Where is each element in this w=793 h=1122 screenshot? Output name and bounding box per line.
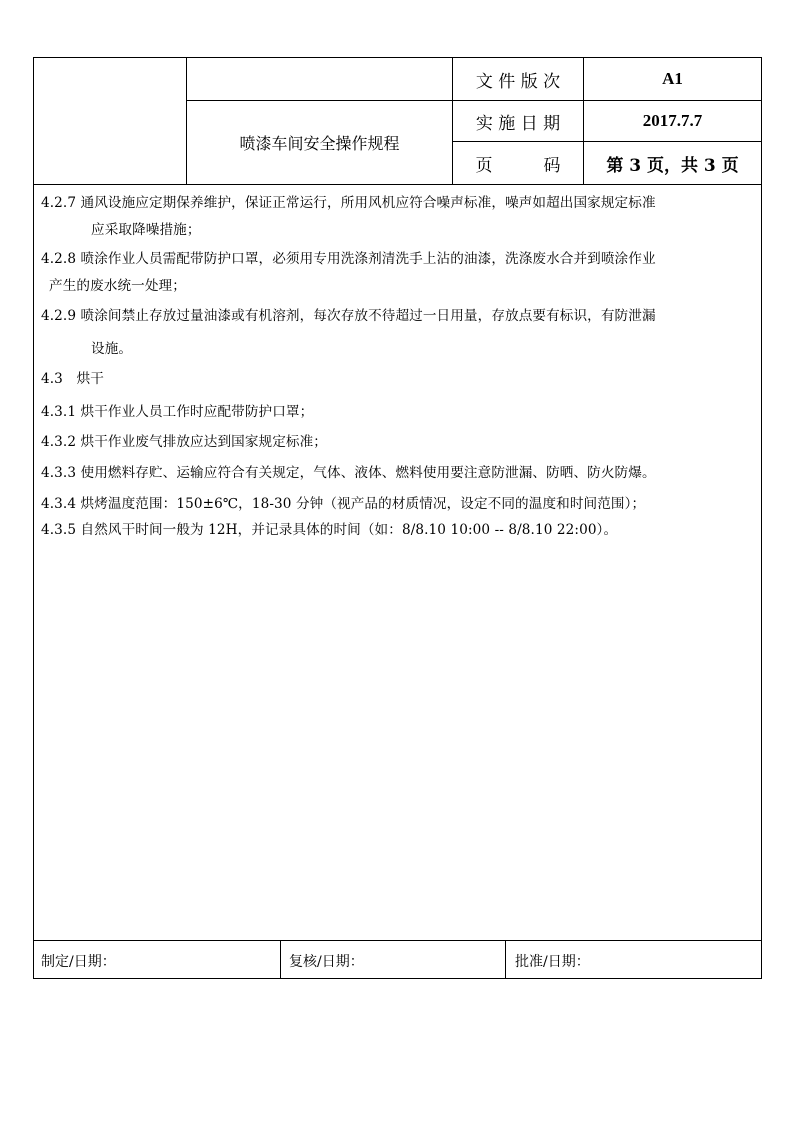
clause-4-2-7: 4.2.7 通风设施应定期保养维护，保证正常运行，所用风机应符合噪声标准，噪声如超出国家规定标准 bbox=[41, 195, 656, 211]
clause-4-3-2: 4.3.2 烘干作业废气排放应达到国家规定标准； bbox=[41, 434, 327, 450]
approved-by-date: 批准/日期： bbox=[515, 954, 590, 970]
clause-4-3-4: 4.3.4 烘烤温度范围：150±6℃，18-30 分钟（视产品的材质情况，设定不同的温度和时间范围）； bbox=[41, 496, 646, 512]
clause-4-2-7-cont: 应采取降噪措施； bbox=[91, 222, 201, 238]
document-title: 喷漆车间安全操作规程 bbox=[239, 134, 400, 153]
clause-4-3-1: 4.3.1 烘干作业人员工作时应配带防护口罩； bbox=[41, 404, 314, 420]
page-label: 页 码 bbox=[475, 155, 561, 176]
clause-4-2-9: 4.2.9 喷涂间禁止存放过量油漆或有机溶剂，每次存放不待超过一日用量，存放点要有标识，有防泄漏 bbox=[41, 308, 656, 324]
made-by-date: 制定/日期： bbox=[41, 954, 116, 970]
version-value: A1 bbox=[662, 69, 683, 88]
clause-4-2-9-cont: 设施。 bbox=[91, 341, 133, 357]
version-label: 文 件 版 次 bbox=[475, 71, 561, 92]
clause-4-3-5: 4.3.5 自然风干时间一般为 12H，并记录具体的时间（如：8/8.10 10:00 -- 8/8.10 22:00）。 bbox=[41, 522, 618, 538]
section-4-3: 4.3 烘干 bbox=[41, 371, 104, 387]
date-value: 2017.7.7 bbox=[642, 111, 703, 130]
clause-4-2-8-cont: 产生的废水统一处理； bbox=[49, 278, 186, 294]
page-value: 第 3 页，共 3 页 bbox=[606, 155, 739, 176]
blank-cell bbox=[186, 57, 453, 101]
clause-4-2-8: 4.2.8 喷涂作业人员需配带防护口罩，必须用专用洗涤剂清洗手上沾的油漆，洗涤废水合并到喷涂作业 bbox=[41, 251, 656, 267]
logo-cell bbox=[33, 57, 187, 185]
clause-4-3-3: 4.3.3 使用燃料存贮、运输应符合有关规定，气体、液体、燃料使用要注意防泄漏、防晒、防火防爆。 bbox=[41, 465, 656, 481]
reviewed-by-date: 复核/日期： bbox=[289, 954, 364, 970]
date-label: 实 施 日 期 bbox=[475, 113, 561, 134]
